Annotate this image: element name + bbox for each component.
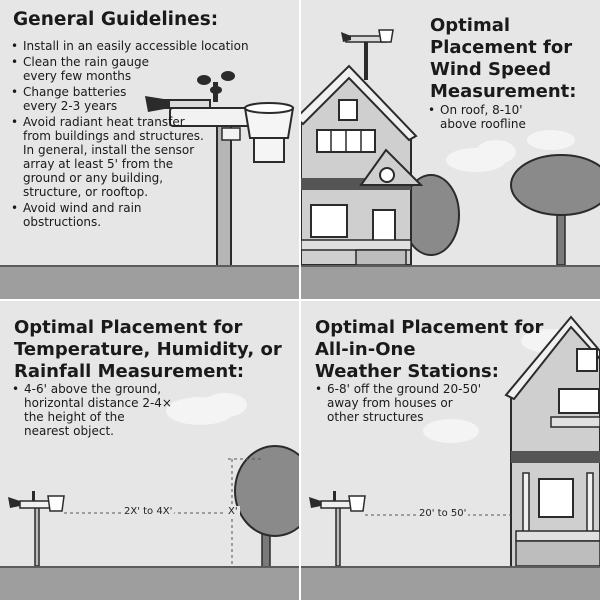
panel-temperature-humidity — [0, 301, 299, 600]
ground — [301, 566, 600, 600]
list-item: • Avoid radiant heat transfer from buildings and structures. In general, install the sensor array at least 5' from the ground or any building, structure, or rooftop. — [11, 115, 213, 199]
panel-heading: Optimal Placement for Wind Speed Measurement: — [430, 15, 577, 102]
distance-label: 20' to 50' — [419, 508, 467, 519]
panel-all-in-one — [301, 301, 600, 600]
list-item: • 6-8' off the ground 20-50' away from houses or other structures — [315, 382, 515, 424]
distance-label: 2X' to 4X' — [124, 506, 173, 517]
panel-heading: General Guidelines: — [13, 9, 219, 30]
ground — [0, 265, 299, 299]
height-label: X' — [228, 506, 238, 517]
list-item: • Clean the rain gauge every few months — [11, 55, 271, 83]
guidelines-list — [11, 39, 271, 231]
panel-general-guidelines — [0, 0, 299, 299]
list-item: • 4-6' above the ground, horizontal distance 2-4× the height of the nearest object. — [12, 382, 212, 438]
list-item: • Change batteries every 2-3 years — [11, 85, 271, 113]
wind-list — [428, 103, 588, 133]
list-item: • Install in an easily accessible location — [11, 39, 273, 53]
ground — [0, 566, 299, 600]
panel-wind-speed — [301, 0, 600, 299]
list-item: • On roof, 8-10' above roofline — [428, 103, 588, 131]
ground — [301, 265, 600, 299]
list-item: • Avoid wind and rain obstructions. — [11, 201, 183, 229]
all-in-one-list — [315, 382, 515, 426]
panel-heading: Optimal Placement for All-in-One Weather Stations: — [315, 317, 544, 382]
temperature-list — [12, 382, 212, 440]
panel-heading: Optimal Placement for Temperature, Humidity, or Rainfall Measurement: — [14, 317, 282, 382]
